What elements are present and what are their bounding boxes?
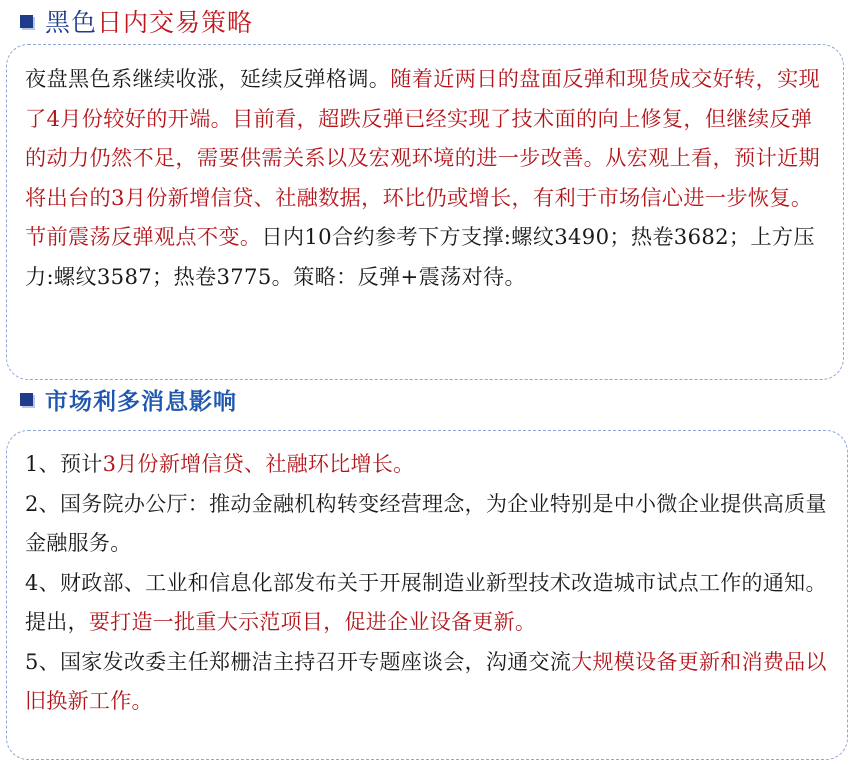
strategy-text-intro: 夜盘黑色系继续收涨，延续反弹格调。 bbox=[25, 66, 391, 91]
square-bullet-icon bbox=[20, 393, 33, 406]
strategy-box bbox=[6, 44, 844, 380]
news-box bbox=[6, 430, 848, 760]
news-item: 1、预计3月份新增信贷、社融环比增长。 bbox=[25, 452, 415, 476]
section-title: 黑色日内交易策略 bbox=[45, 8, 254, 37]
news-item: 2、国务院办公厅：推动金融机构转变经营理念，为企业特别是中小微企业提供高质量金融服务。 bbox=[25, 491, 827, 555]
section-title: 市场利多消息影响 bbox=[45, 388, 237, 415]
strategy-text-levels: 日内10合约参考下方支撑:螺纹3490；热卷3682；上方压力:螺纹3587；热卷3775。策略：反弹+震荡对待。 bbox=[25, 224, 815, 289]
section-header-strategy bbox=[20, 4, 253, 38]
strategy-text-highlight: 随着近两日的盘面反弹和现货成交好转，实现了4月份较好的开端。目前看，超跌反弹已经实现了技术面的向上修复，但继续反弹的动力仍然不足，需要供需关系以及宏观环境的进一步改善。从宏观上看，预计近期将出台的3月份新增信贷、社融数据，环比仍或增长，有利于市场信心进一步恢复。节前震荡反弹观点不变。 bbox=[25, 66, 821, 249]
news-item: 4、财政部、工业和信息化部发布关于开展制造业新型技术改造城市试点工作的通知。提出，要打造一批重大示范项目，促进企业设备更新。 bbox=[25, 570, 827, 634]
news-item: 5、国家发改委主任郑栅洁主持召开专题座谈会，沟通交流大规模设备更新和消费品以旧换新工作。 bbox=[25, 649, 827, 713]
strategy-paragraph bbox=[25, 59, 833, 296]
section-header-news bbox=[20, 382, 237, 416]
square-bullet-icon bbox=[20, 15, 33, 28]
